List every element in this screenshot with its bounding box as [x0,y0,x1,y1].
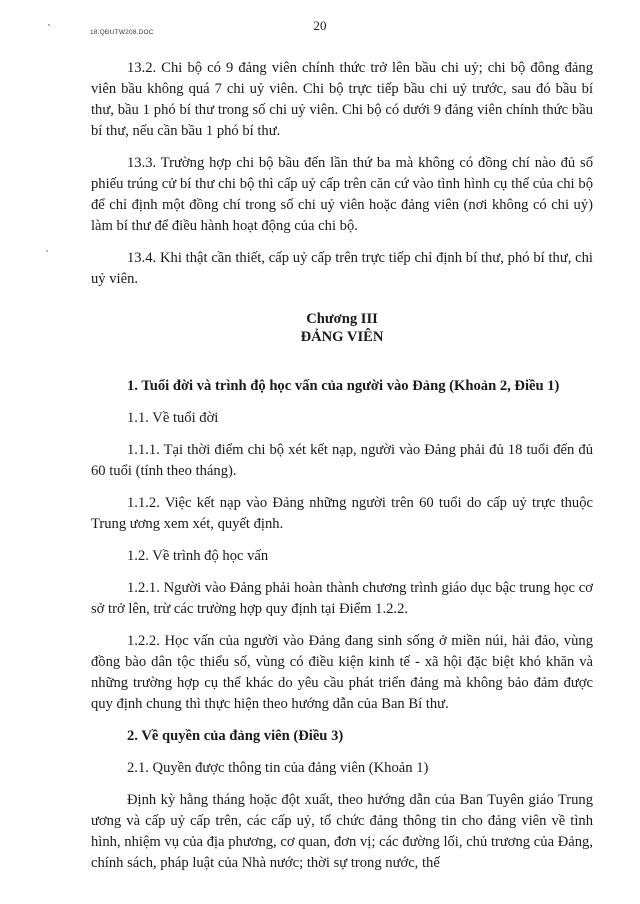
paragraph-1-1-2: 1.1.2. Việc kết nạp vào Đảng những người trên 60 tuổi do cấp uỷ trực thuộc Trung ương xem xét, quyết định. [91,495,593,532]
page-number: 20 [313,18,327,33]
document-filename: 18.QĐUTW208.DOC [90,29,154,36]
paragraph-2-1-body: Định kỳ hằng tháng hoặc đột xuất, theo hướng dẫn của Ban Tuyên giáo Trung ương và cấp uỷ cấp trên, các cấp uỷ, tổ chức đảng thông tin cho đảng viên về tình hình, nhiệm vụ của địa phương, cơ quan, đơn vị; các đường lối, chủ trương của Đảng, chính sách, pháp luật của Nhà nước; thời sự trong nước, thế [91,792,593,871]
paragraph-1-1-1: 1.1.1. Tại thời điểm chi bộ xét kết nạp, người vào Đảng phải đủ 18 tuổi đến đủ 60 tuổi (tính theo tháng). [91,442,593,479]
chapter-number: Chương III [306,311,378,327]
section-heading-1: 1. Tuổi đời và trình độ học vấn của người vào Đảng (Khoản 2, Điều 1) [127,378,560,394]
paragraph-13-4: 13.4. Khi thật cần thiết, cấp uỷ cấp trên trực tiếp chỉ định bí thư, phó bí thư, chi uỷ viên. [91,250,593,287]
chapter-title: ĐẢNG VIÊN [300,329,384,345]
subsection-1-1: 1.1. Về tuổi đời [127,410,219,426]
section-heading-2: 2. Về quyền của đảng viên (Điều 3) [127,728,344,744]
paragraph-1-2-1: 1.2.1. Người vào Đảng phải hoàn thành chương trình giáo dục bậc trung học cơ sở trở lên, trừ các trường hợp quy định tại Điểm 1.2.2. [91,580,593,617]
scan-speck [46,250,48,252]
subsection-1-2: 1.2. Về trình độ học vấn [127,548,269,564]
paragraph-1-2-2: 1.2.2. Học vấn của người vào Đảng đang sinh sống ở miền núi, hải đảo, vùng đồng bào dân tộc thiểu số, vùng có điều kiện kinh tế - xã hội đặc biệt khó khăn và những trường hợp cụ thể khác do yêu cầu phát triển đảng mà không bảo đảm được quy định chung thì thực hiện theo hướng dẫn của Ban Bí thư. [91,633,593,712]
subsection-2-1: 2.1. Quyền được thông tin của đảng viên (Khoản 1) [127,760,429,776]
paragraph-13-2: 13.2. Chi bộ có 9 đảng viên chính thức trở lên bầu chi uỷ; chi bộ đông đảng viên bầu không quá 7 chi uỷ viên. Chi bộ trực tiếp bầu chi uỷ trước, sau đó bầu bí thư, bầu 1 phó bí thư trong số chi uỷ viên. Chi bộ có dưới 9 đảng viên chính thức bầu bí thư, nếu cần bầu 1 phó bí thư. [91,60,593,139]
page-body [91,58,593,874]
paragraph-13-3: 13.3. Trường hợp chi bộ bầu đến lần thứ ba mà không có đồng chí nào đủ số phiếu trúng cử bí thư chi bộ thì cấp uỷ cấp trên căn cứ vào tình hình cụ thể của chi bộ để chỉ định một đồng chí trong số chi uỷ viên hoặc đảng viên (nơi không có chi uỷ) làm bí thư để điều hành hoạt động của chi bộ. [91,155,593,234]
